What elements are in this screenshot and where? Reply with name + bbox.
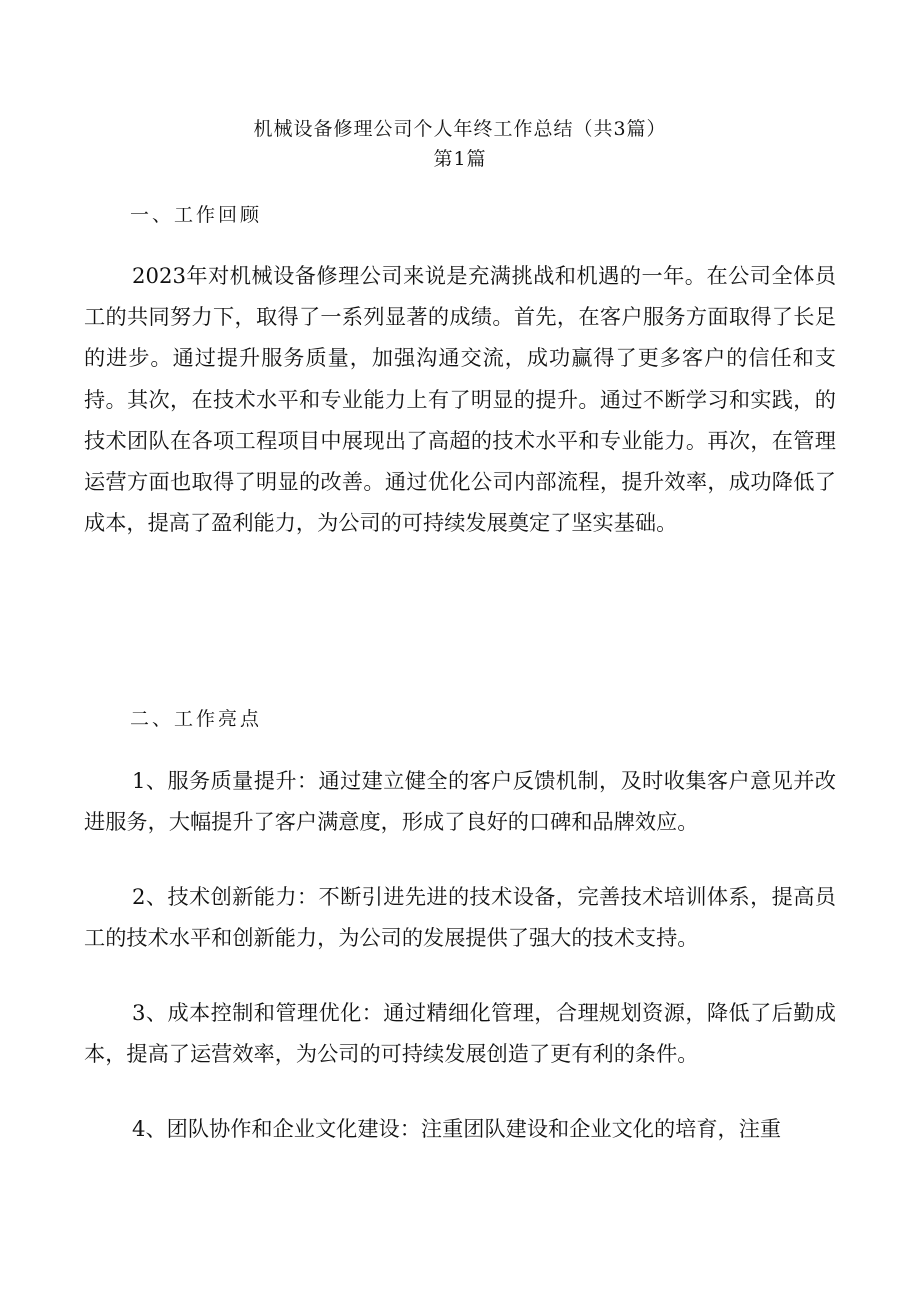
document-subtitle: 第1篇 xyxy=(433,148,487,170)
paragraph-highlight-1: 1、服务质量提升：通过建立健全的客户反馈机制，及时收集客户意见并改进服务，大幅提升了客户满意度，形成了良好的口碑和品牌效应。 xyxy=(84,768,836,835)
paragraph-highlight-4: 4、团队协作和企业文化建设：注重团队建设和企业文化的培育，注重 xyxy=(132,1116,782,1141)
paragraph-highlight-3: 3、成本控制和管理优化：通过精细化管理，合理规划资源，降低了后勤成本，提高了运营效率，为公司的可持续发展创造了更有利的条件。 xyxy=(84,1000,836,1067)
section-heading-review: 一、工作回顾 xyxy=(130,204,263,226)
paragraph-highlight-2: 2、技术创新能力：不断引进先进的技术设备，完善技术培训体系，提高员工的技术水平和创新能力，为公司的发展提供了强大的技术支持。 xyxy=(84,884,836,951)
paragraph-review: 2023年对机械设备修理公司来说是充满挑战和机遇的一年。在公司全体员工的共同努力下，取得了一系列显著的成绩。首先，在客户服务方面取得了长足的进步。通过提升服务质量，加强沟通交流，成功赢得了更多客户的信任和支持。其次，在技术水平和专业能力上有了明显的提升。通过不断学习和实践，的技术团队在各项工程项目中展现出了高超的技术水平和专业能力。再次，在管理运营方面也取得了明显的改善。通过优化公司内部流程，提升效率，成功降低了成本，提高了盈利能力，为公司的可持续发展奠定了坚实基础。 xyxy=(84,263,836,536)
section-heading-highlights: 二、工作亮点 xyxy=(130,708,263,730)
document-title: 机械设备修理公司个人年终工作总结（共3篇） xyxy=(253,118,667,140)
